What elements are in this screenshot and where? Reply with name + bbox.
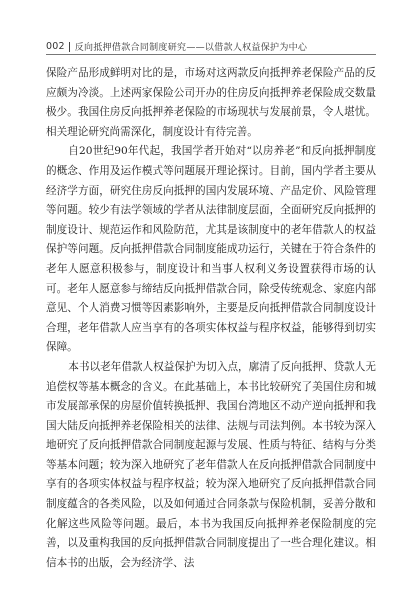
paragraph-2: 自20世纪90年代起，我国学者开始对“以房养老”和反向抵押制度的概念、作用及运作模式等问题展开理论探讨。目前，国内学者主要从经济学方面，研究住房反向抵押的国内发展环境、产品定价、风险管理等问题。较少有法学领域的学者从法律制度层面，全面研究反向抵押的制度设计、规范运作和风险防范，尤其是该制度中的老年借款人的权益保护等问题。反向抵押借款合同制度能成功运行，关键在于符合条件的老年人愿意积极参与，制度设计和当事人权利义务设置获得市场的认可。老年人愿意参与缔结反向抵押借款合同，除受传统观念、家庭内部意见、个人消费习惯等因素影响外，主要是反向抵押借款合同制度设计合理，老年借款人应当享有的各项实体权益与程序权益，能够得到切实保障。 — [46, 145, 376, 354]
body-text — [46, 64, 376, 573]
page-header — [46, 40, 376, 53]
header-divider — [69, 42, 70, 52]
paragraph-1: 保险产品形成鲜明对比的是，市场对这两款反向抵押养老保险产品的反应颇为冷淡。上述两家保险公司开办的住房反向抵押养老保险成交数量极少。我国住房反向抵押养老保险的市场现状与发展前景，令人堪忧。相关理论研究尚需深化，制度设计有待完善。 — [46, 67, 376, 138]
paragraph-3: 本书以老年借款人权益保护为切入点，廓清了反向抵押、贷款人无追偿权等基本概念的含义。在此基础上，本书比较研究了美国住房和城市发展部承保的房屋价值转换抵押、我国台湾地区不动产逆向抵押和我国大陆反向抵押养老保险相关的法律、法规与司法判例。本书较为深入地研究了反向抵押借款合同制度起源与发展、性质与特征、结构与分类等基本问题；较为深入地研究了老年借款人在反向抵押借款合同制度中享有的各项实体权益与程序权益；较为深入地研究了反向抵押借款合同制度蕴含的各类风险，以及如何通过合同条款与保险机制，妥善分散和化解这些风险等问题。最后，本书为我国反向抵押养老保险制度的完善，以及重构我国的反向抵押借款合同制度提出了一些合理化建议。相信本书的出版，会为经济学、法 — [46, 360, 376, 569]
header-rule — [46, 54, 376, 55]
running-title: 反向抵押借款合同制度研究——以借款人权益保护为中心 — [74, 43, 308, 53]
page-number: 002 — [46, 41, 65, 52]
